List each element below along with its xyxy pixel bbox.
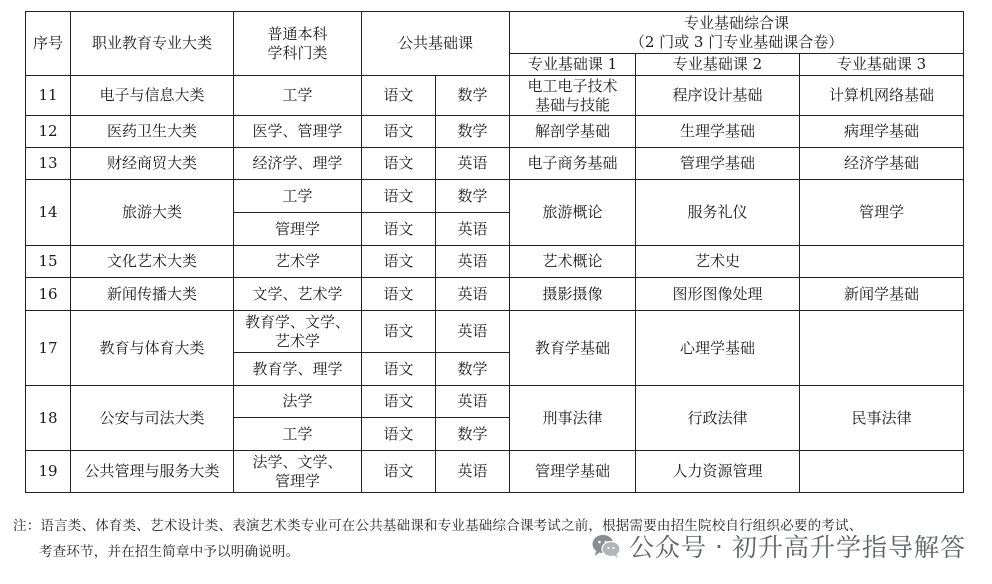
cell-category: 医药卫生大类 [71, 116, 234, 148]
header-course1: 专业基础课 1 [510, 54, 636, 76]
cell-course1: 管理学基础 [510, 451, 636, 493]
watermark-name: 初升高升学指导解答 [731, 533, 966, 562]
cell-course3 [800, 451, 964, 493]
cell-public-1: 语文 [362, 213, 436, 246]
cell-seq: 14 [26, 180, 71, 246]
cell-category: 公安与司法大类 [71, 386, 234, 451]
watermark [591, 528, 966, 564]
cell-course3 [800, 311, 964, 386]
cell-course1: 刑事法律 [510, 386, 636, 451]
footnote-line2: 考查环节，并在招生简章中予以明确说明。 [39, 544, 300, 560]
cell-undergrad: 艺术学 [234, 246, 362, 278]
cell-seq: 15 [26, 246, 71, 278]
table-row [26, 451, 964, 493]
cell-course3: 计算机网络基础 [800, 76, 964, 116]
table-row [26, 278, 964, 311]
cell-public-2: 英语 [436, 148, 510, 180]
cell-course1: 摄影摄像 [510, 278, 636, 311]
cell-public-2: 数学 [436, 418, 510, 451]
cell-public-2: 英语 [436, 386, 510, 418]
cell-course3: 新闻学基础 [800, 278, 964, 311]
cell-undergrad: 工学 [234, 76, 362, 116]
cell-seq: 18 [26, 386, 71, 451]
table-row [26, 148, 964, 180]
cell-undergrad: 法学、文学、 管理学 [234, 451, 362, 493]
cell-undergrad: 工学 [234, 180, 362, 213]
cell-undergrad: 医学、管理学 [234, 116, 362, 148]
cell-course3: 病理学基础 [800, 116, 964, 148]
table-row [26, 386, 964, 418]
header-category: 职业教育专业大类 [71, 12, 234, 76]
cell-course1: 解剖学基础 [510, 116, 636, 148]
cell-course2: 服务礼仪 [636, 180, 800, 246]
header-major-group-title: 专业基础综合课 [684, 13, 790, 32]
cell-public-2: 英语 [436, 213, 510, 246]
header-course2: 专业基础课 2 [636, 54, 800, 76]
cell-course2: 生理学基础 [636, 116, 800, 148]
cell-public-1: 语文 [362, 386, 436, 418]
exam-subject-table [25, 11, 964, 493]
cell-course2: 管理学基础 [636, 148, 800, 180]
table-row [26, 76, 964, 116]
cell-public-1: 语文 [362, 418, 436, 451]
cell-course3 [800, 246, 964, 278]
cell-course2: 程序设计基础 [636, 76, 800, 116]
table-body [26, 76, 964, 493]
cell-category: 财经商贸大类 [71, 148, 234, 180]
cell-public-2: 数学 [436, 353, 510, 386]
cell-undergrad: 管理学 [234, 213, 362, 246]
cell-public-2: 数学 [436, 76, 510, 116]
cell-category: 电子与信息大类 [71, 76, 234, 116]
cell-seq: 19 [26, 451, 71, 493]
cell-seq: 11 [26, 76, 71, 116]
cell-public-1: 语文 [362, 76, 436, 116]
table-row [26, 180, 964, 213]
cell-course2: 心理学基础 [636, 311, 800, 386]
cell-course3: 管理学 [800, 180, 964, 246]
cell-course1: 艺术概论 [510, 246, 636, 278]
cell-category: 旅游大类 [71, 180, 234, 246]
watermark-separator: · [715, 531, 724, 561]
cell-undergrad: 文学、艺术学 [234, 278, 362, 311]
cell-seq: 13 [26, 148, 71, 180]
cell-public-1: 语文 [362, 311, 436, 353]
cell-course1: 教育学基础 [510, 311, 636, 386]
cell-public-1: 语文 [362, 246, 436, 278]
cell-course2: 图形图像处理 [636, 278, 800, 311]
cell-course2: 人力资源管理 [636, 451, 800, 493]
cell-course1: 电子商务基础 [510, 148, 636, 180]
cell-undergrad: 教育学、文学、 艺术学 [234, 311, 362, 353]
cell-undergrad: 工学 [234, 418, 362, 451]
footnote-line1: 注：语言类、体育类、艺术设计类、表演艺术类专业可在公共基础课和专业基础综合课考试之前，根据需要由招生院校自行组织必要的考试、 [13, 518, 863, 534]
cell-undergrad: 教育学、理学 [234, 353, 362, 386]
cell-public-1: 语文 [362, 278, 436, 311]
cell-course1: 电工电子技术 基础与技能 [510, 76, 636, 116]
cell-public-1: 语文 [362, 116, 436, 148]
cell-public-1: 语文 [362, 148, 436, 180]
cell-seq: 16 [26, 278, 71, 311]
cell-public-1: 语文 [362, 353, 436, 386]
table-container [25, 11, 964, 493]
cell-public-1: 语文 [362, 451, 436, 493]
cell-public-2: 数学 [436, 180, 510, 213]
cell-public-1: 语文 [362, 180, 436, 213]
cell-seq: 12 [26, 116, 71, 148]
watermark-prefix: 公众号 [629, 533, 708, 562]
wechat-icon [591, 532, 621, 560]
table-row [26, 116, 964, 148]
cell-course3: 民事法律 [800, 386, 964, 451]
header-major-group-sub: （2 门或 3 门专业基础课合卷） [629, 32, 844, 51]
header-course3: 专业基础课 3 [800, 54, 964, 76]
header-major-group [510, 12, 964, 54]
cell-undergrad: 法学 [234, 386, 362, 418]
table-row [26, 246, 964, 278]
cell-course1: 旅游概论 [510, 180, 636, 246]
cell-public-2: 英语 [436, 278, 510, 311]
cell-public-2: 数学 [436, 116, 510, 148]
header-undergrad: 普通本科 学科门类 [234, 12, 362, 76]
cell-public-2: 英语 [436, 451, 510, 493]
header-public: 公共基础课 [362, 12, 510, 76]
cell-course2: 艺术史 [636, 246, 800, 278]
cell-category: 教育与体育大类 [71, 311, 234, 386]
cell-course3: 经济学基础 [800, 148, 964, 180]
cell-public-2: 英语 [436, 311, 510, 353]
cell-course2: 行政法律 [636, 386, 800, 451]
cell-seq: 17 [26, 311, 71, 386]
cell-category: 文化艺术大类 [71, 246, 234, 278]
cell-public-2: 英语 [436, 246, 510, 278]
table-row [26, 311, 964, 353]
cell-category: 公共管理与服务大类 [71, 451, 234, 493]
cell-undergrad: 经济学、理学 [234, 148, 362, 180]
cell-category: 新闻传播大类 [71, 278, 234, 311]
header-seq: 序号 [26, 12, 71, 76]
